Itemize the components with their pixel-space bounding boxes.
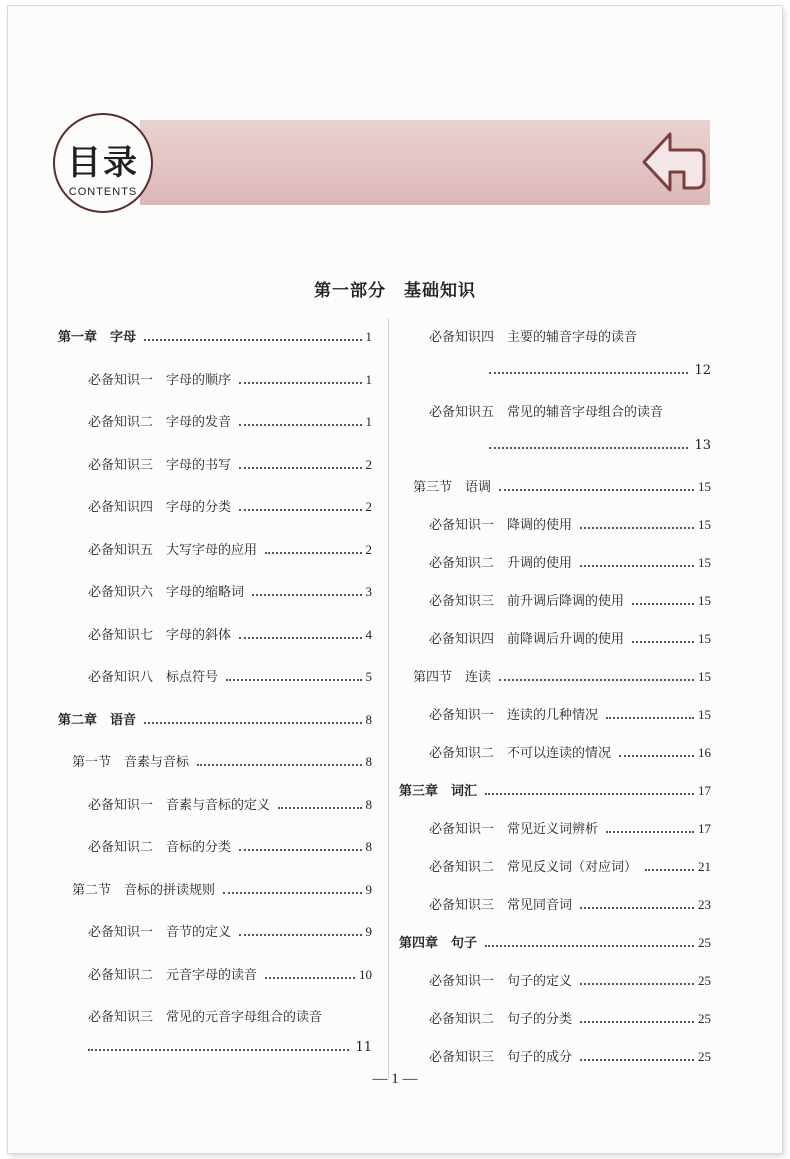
- dot-leader: [226, 678, 361, 681]
- toc-entry-label: 必备知识一 降调的使用: [429, 518, 573, 533]
- toc-entry-label: 必备知识三 常见同音词: [429, 898, 573, 913]
- dot-leader: [239, 933, 361, 936]
- dot-leader: [239, 381, 361, 384]
- toc-entry[interactable]: [429, 628, 711, 647]
- dot-leader: [265, 976, 355, 979]
- header-banner: [140, 120, 710, 205]
- toc-entry-label: 必备知识一 音节的定义: [88, 925, 232, 940]
- toc-entry-label: 必备知识八 标点符号: [88, 670, 219, 685]
- toc-entry[interactable]: [88, 964, 372, 983]
- dot-leader: [144, 721, 361, 724]
- toc-entry[interactable]: [429, 742, 711, 761]
- toc-entry[interactable]: [429, 1008, 711, 1027]
- dot-leader: [606, 830, 694, 833]
- toc-entry-label: 必备知识二 不可以连读的情况: [429, 746, 612, 761]
- toc-entry[interactable]: [413, 476, 711, 495]
- toc-page-number: 15: [698, 669, 711, 684]
- toc-entry[interactable]: [58, 709, 372, 728]
- toc-page-number: 23: [698, 897, 711, 912]
- toc-page-number: 15: [698, 555, 711, 570]
- column-divider: [388, 318, 389, 1078]
- toc-entry-label: 必备知识二 升调的使用: [429, 556, 573, 571]
- dot-leader: [580, 1020, 694, 1023]
- dot-leader: [619, 754, 694, 757]
- toc-page-number: 25: [698, 973, 711, 988]
- dot-leader: [239, 848, 361, 851]
- toc-entry-label: 必备知识四 主要的辅音字母的读音: [429, 330, 638, 345]
- toc-entry-label: 必备知识一 字母的顺序: [88, 372, 232, 388]
- toc-entry-label: 第三章 词汇: [399, 784, 478, 799]
- toc-page-number: 3: [365, 584, 372, 599]
- toc-entry-label: 必备知识四 前降调后升调的使用: [429, 632, 625, 647]
- dot-leader: [580, 982, 694, 985]
- toc-entry[interactable]: [88, 496, 372, 515]
- toc-page-number: 25: [698, 1049, 711, 1064]
- toc-entry-label: 必备知识三 句子的成分: [429, 1050, 573, 1065]
- toc-page-number: 1: [365, 371, 372, 387]
- toc-entry[interactable]: [88, 794, 372, 813]
- toc-page-number: 15: [698, 593, 711, 608]
- toc-entry-label: 必备知识一 句子的定义: [429, 974, 573, 989]
- toc-entry-label: 必备知识二 音标的分类: [88, 840, 232, 855]
- toc-entry-label: 必备知识六 字母的缩略词: [88, 585, 245, 600]
- dot-leader: [632, 640, 694, 643]
- contents-logo: [53, 113, 153, 213]
- toc-page-number: 15: [698, 517, 711, 532]
- toc-entry-label: 必备知识二 句子的分类: [429, 1012, 573, 1027]
- dot-leader: [197, 763, 361, 766]
- toc-entry[interactable]: [88, 539, 372, 558]
- dot-leader: [265, 551, 361, 554]
- toc-page-number: 15: [698, 479, 711, 494]
- dot-leader: [580, 526, 694, 529]
- toc-entry[interactable]: [399, 780, 711, 799]
- dot-leader: [252, 593, 361, 596]
- toc-page-number: 10: [359, 966, 372, 982]
- toc-page-number: 2: [365, 541, 372, 557]
- toc-page-number: 8: [365, 711, 372, 727]
- logo-subtitle: CONTENTS: [68, 186, 138, 198]
- dot-leader: [88, 1048, 349, 1051]
- toc-page-number: 16: [698, 745, 711, 760]
- toc-entry[interactable]: [429, 514, 711, 533]
- toc-entry[interactable]: [88, 624, 372, 643]
- toc-entry[interactable]: [429, 818, 711, 837]
- toc-entry-label: 必备知识一 常见近义词辨析: [429, 822, 599, 837]
- toc-entry-label: 第二节 音标的拼读规则: [72, 882, 216, 898]
- toc-page-number: 25: [698, 935, 711, 950]
- back-arrow-icon: [640, 122, 710, 202]
- toc-entry-label: 必备知识五 大写字母的应用: [88, 542, 258, 558]
- dot-leader: [485, 944, 694, 947]
- toc-entry-label: 必备知识二 常见反义词（对应词）: [429, 860, 638, 875]
- toc-entry[interactable]: [429, 401, 711, 420]
- dot-leader: [144, 338, 361, 341]
- toc-entry[interactable]: [58, 326, 372, 345]
- dot-leader: [278, 806, 361, 809]
- toc-page-number: 2: [365, 499, 372, 514]
- logo-title: 目录: [67, 143, 139, 183]
- toc-entry[interactable]: [413, 666, 711, 685]
- dot-leader: [489, 446, 688, 449]
- toc-entry-continuation: [489, 438, 711, 453]
- toc-page-number: 15: [698, 631, 711, 646]
- dot-leader: [580, 564, 694, 567]
- dot-leader: [580, 1058, 694, 1061]
- toc-page-number: 2: [365, 456, 372, 472]
- page-number: — 1 —: [372, 1071, 418, 1087]
- toc-entry-label: 必备知识二 字母的发音: [88, 415, 232, 430]
- toc-entry[interactable]: [88, 836, 372, 855]
- toc-page-number: 9: [365, 881, 372, 897]
- toc-entry[interactable]: [88, 454, 372, 473]
- toc-entry-label: 必备知识一 连读的几种情况: [429, 708, 599, 723]
- toc-page-number: 8: [365, 796, 372, 812]
- toc-page-number: 15: [698, 707, 711, 722]
- toc-page-number: 12: [694, 363, 711, 378]
- toc-page-number: 21: [698, 859, 711, 874]
- toc-entry-continuation: [489, 363, 711, 378]
- toc-page-number: 17: [698, 783, 711, 798]
- toc-page-number: 5: [365, 669, 372, 684]
- toc-entry[interactable]: [88, 921, 372, 940]
- toc-entry-label: 必备知识一 音素与音标的定义: [88, 797, 271, 813]
- toc-entry-label: 第四章 句子: [399, 936, 478, 951]
- toc-entry-label: 必备知识四 字母的分类: [88, 500, 232, 515]
- toc-entry-label: 第一节 音素与音标: [72, 755, 190, 770]
- toc-entry-label: 第一章 字母: [58, 330, 137, 345]
- toc-entry[interactable]: [88, 411, 372, 430]
- toc-entry-label: 第三节 语调: [413, 480, 492, 495]
- toc-entry[interactable]: [429, 970, 711, 989]
- toc-page-number: 8: [365, 839, 372, 854]
- toc-entry-label: 必备知识七 字母的斜体: [88, 627, 232, 643]
- toc-entry[interactable]: [429, 704, 711, 723]
- toc-page-number: 9: [365, 924, 372, 939]
- dot-leader: [239, 466, 361, 469]
- toc-entry-label: 第四节 连读: [413, 670, 492, 685]
- toc-entry[interactable]: [88, 369, 372, 388]
- toc-page-number: 17: [698, 821, 711, 836]
- dot-leader: [645, 868, 694, 871]
- toc-entry-label: 必备知识三 前升调后降调的使用: [429, 594, 625, 609]
- dot-leader: [239, 508, 361, 511]
- dot-leader: [223, 891, 361, 894]
- toc-entry[interactable]: [429, 1046, 711, 1065]
- toc-entry[interactable]: [72, 879, 372, 898]
- toc-page-number: 4: [365, 626, 372, 642]
- toc-entry-continuation: [88, 1040, 372, 1055]
- toc-page-number: 13: [694, 438, 711, 453]
- dot-leader: [239, 636, 361, 639]
- toc-entry-label: 必备知识三 常见的元音字母组合的读音: [88, 1010, 323, 1025]
- toc-entry[interactable]: [88, 666, 372, 685]
- toc-entry[interactable]: [429, 326, 711, 345]
- dot-leader: [580, 906, 694, 909]
- part-title: 第一部分 基础知识: [314, 281, 476, 301]
- toc-entry[interactable]: [429, 590, 711, 609]
- toc-entry-label: 第二章 语音: [58, 712, 137, 728]
- toc-page-number: 11: [355, 1040, 372, 1055]
- toc-entry[interactable]: [88, 1006, 372, 1025]
- toc-entry-label: 必备知识二 元音字母的读音: [88, 967, 258, 983]
- toc-entry[interactable]: [72, 751, 372, 770]
- toc-entry[interactable]: [399, 932, 711, 951]
- dot-leader: [606, 716, 694, 719]
- dot-leader: [499, 488, 694, 491]
- toc-entry-label: 必备知识五 常见的辅音字母组合的读音: [429, 405, 664, 420]
- dot-leader: [485, 792, 694, 795]
- toc-page-number: 25: [698, 1011, 711, 1026]
- dot-leader: [489, 371, 688, 374]
- toc-entry[interactable]: [429, 552, 711, 571]
- dot-leader: [632, 602, 694, 605]
- toc-entry[interactable]: [429, 856, 711, 875]
- toc-page-number: 8: [365, 754, 372, 769]
- toc-entry-label: 必备知识三 字母的书写: [88, 457, 232, 473]
- dot-leader: [239, 423, 361, 426]
- toc-entry[interactable]: [429, 894, 711, 913]
- toc-entry[interactable]: [88, 581, 372, 600]
- dot-leader: [499, 678, 694, 681]
- toc-page-number: 1: [365, 414, 372, 429]
- toc-page-number: 1: [365, 329, 372, 344]
